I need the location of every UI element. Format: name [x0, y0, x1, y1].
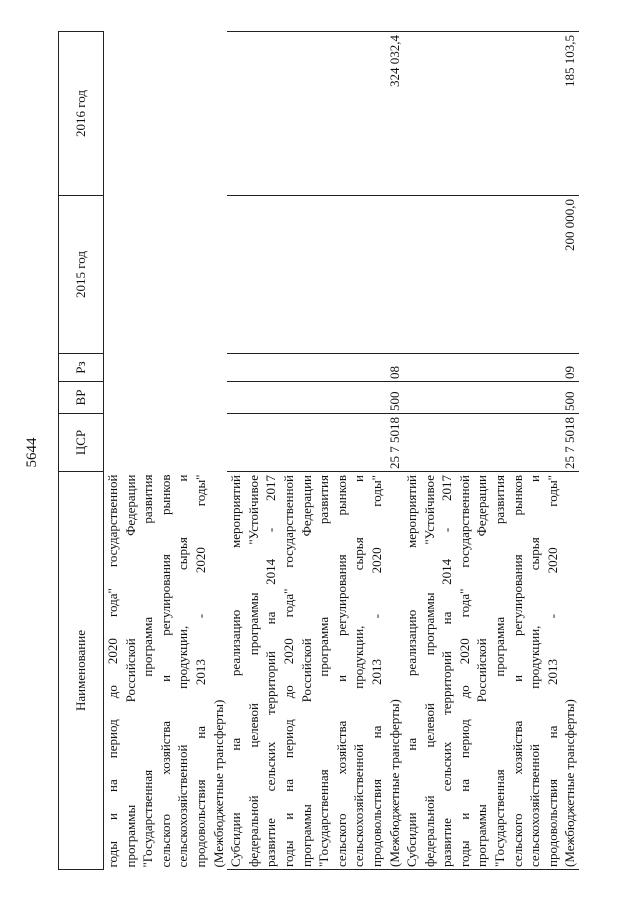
row-name-line: развитие сельских территорий на 2014 - 2017 — [439, 475, 455, 867]
row-name-line: "Государственная программа развития — [492, 475, 508, 867]
row-name-line: программы Российской Федерации — [298, 475, 314, 867]
table-row — [227, 32, 403, 870]
budget-table — [58, 31, 579, 870]
row-vr-code: 500 — [403, 382, 579, 414]
row-name-line: развитие сельских территорий на 2014 - 2017 — [263, 475, 279, 867]
row-amount-2016 — [104, 32, 228, 196]
row-name-line: годы и на период до 2020 года" государственной — [105, 474, 120, 868]
row-rz-code — [104, 354, 228, 382]
row-name-line: Субсидии на реализацию мероприятий — [228, 475, 244, 867]
page-number: 5644 — [24, 437, 40, 468]
header-year-2015: 2015 год — [59, 196, 104, 354]
row-name-line: продовольствия на 2013 - 2020 годы" — [192, 474, 208, 868]
row-csr-code: 25 7 5018 — [227, 414, 403, 472]
row-amount-2016: 185 103,5 — [403, 32, 579, 196]
row-name-line: сельского хозяйства и регулирования рынков — [509, 475, 525, 867]
row-name-line: Субсидии на реализацию мероприятий — [404, 475, 420, 867]
row-name-cell — [104, 472, 228, 870]
row-name-line: сельского хозяйства и регулирования рынков — [333, 475, 349, 867]
row-name-line: сельскохозяйственной продукции, сырья и — [527, 475, 543, 867]
row-name-cell — [403, 472, 579, 870]
row-name-line: (Межбюджетные трансферты) — [562, 699, 578, 867]
row-name-line: продовольствия на 2013 - 2020 годы" — [368, 475, 384, 867]
row-name-line: "Государственная программа развития — [140, 474, 156, 868]
row-rz-code: 09 — [403, 354, 579, 382]
row-name-line: федеральной целевой программы "Устойчивое — [421, 475, 437, 867]
row-name-line: "Государственная программа развития — [316, 475, 332, 867]
row-amount-2015: 200 000,0 — [403, 196, 579, 354]
header-csr: ЦСР — [59, 414, 104, 472]
row-name-line: годы и на период до 2020 года" государственной — [456, 475, 472, 867]
row-name-line: федеральной целевой программы "Устойчивое — [245, 475, 261, 867]
row-vr-code — [104, 382, 228, 414]
row-name-line: сельскохозяйственной продукции, сырья и — [351, 475, 367, 867]
header-vr: ВР — [59, 382, 104, 414]
header-year-2016: 2016 год — [59, 32, 104, 196]
row-name-line: (Межбюджетные трансферты) — [210, 699, 226, 868]
row-amount-2015 — [227, 196, 403, 354]
row-name-line: сельскохозяйственной продукции, сырья и — [175, 474, 191, 868]
table-row — [104, 32, 228, 870]
row-amount-2015 — [104, 196, 228, 354]
row-vr-code: 500 — [227, 382, 403, 414]
row-rz-code: 08 — [227, 354, 403, 382]
row-name-line: программы Российской Федерации — [122, 474, 138, 868]
row-amount-2016: 324 032,4 — [227, 32, 403, 196]
row-csr-code: 25 7 5018 — [403, 414, 579, 472]
table-body — [104, 32, 580, 870]
header-name: Наименование — [59, 472, 104, 870]
table-header — [59, 32, 104, 870]
row-name-line: (Межбюджетные трансферты) — [386, 699, 402, 867]
row-name-line: годы и на период до 2020 года" государственной — [280, 475, 296, 867]
row-name-cell — [227, 472, 403, 870]
row-name-line: программы Российской Федерации — [474, 475, 490, 867]
row-name-line: продовольствия на 2013 - 2020 годы" — [544, 475, 560, 867]
row-csr-code — [104, 414, 228, 472]
row-name-line: сельского хозяйства и регулирования рынков — [157, 474, 173, 868]
table-row — [403, 32, 579, 870]
header-rz: Рз — [59, 354, 104, 382]
